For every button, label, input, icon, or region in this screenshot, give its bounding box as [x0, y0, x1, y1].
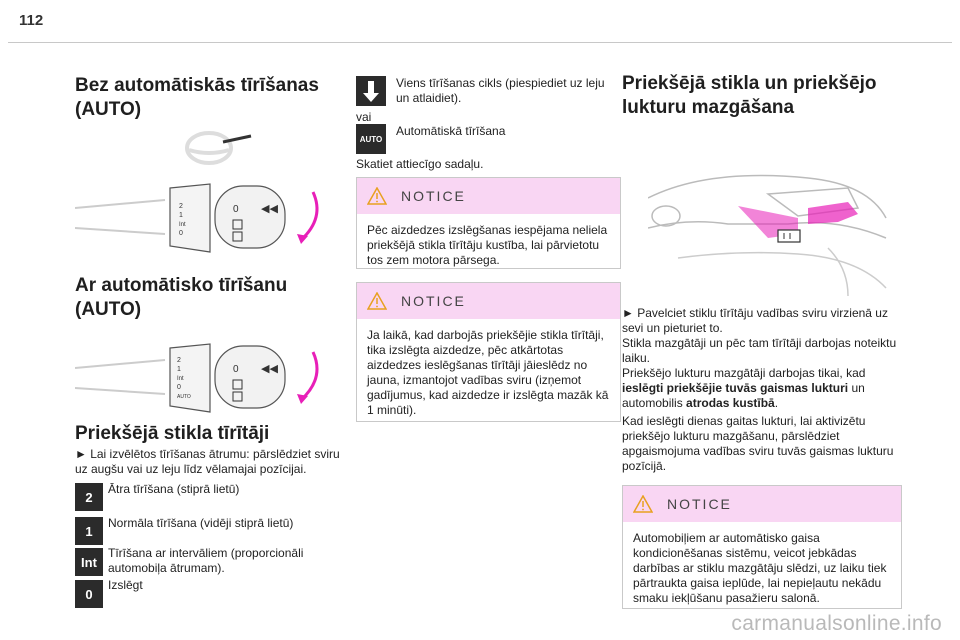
- down-arrow-icon: [356, 76, 386, 106]
- drl-info: Kad ieslēgti dienas gaitas lukturi, lai aktivizētu priekšējo lukturu mazgāšanu, pārslēdziet apgaismojuma vadības sviru tuvās gaismas lukturu pozīcijā.: [622, 414, 894, 473]
- steering-wheel-icon: [175, 130, 255, 170]
- top-rule: [8, 42, 952, 43]
- stalk-mark: 0: [177, 384, 181, 391]
- notice-title: NOTICE: [667, 496, 732, 512]
- svg-text:0: 0: [233, 204, 239, 215]
- heading-without-auto: Bez automātiskās tīrīšanas (AUTO): [75, 75, 319, 120]
- wipers-intro: ► Lai izvēlētos tīrīšanas ātrumu: pārslēdziet sviru uz augšu vai uz leju līdz vēlamajai pozīcijai.: [75, 447, 340, 476]
- stalk-mark: Int: [179, 222, 186, 228]
- or-text: vai: [356, 110, 372, 124]
- list-item: [75, 578, 345, 608]
- speed-1-text: Normāla tīrīšana (vidēji stiprā lietū): [108, 516, 294, 530]
- svg-text:◀◀: ◀◀: [261, 203, 278, 215]
- notice-header: [357, 283, 620, 319]
- stalk-mark: 1: [177, 366, 181, 373]
- heading-washers: Priekšējā stikla un priekšējo lukturu mazgāšana: [622, 73, 877, 118]
- single-cycle-text: Viens tīrīšanas cikls (piespiediet uz leju un atlaidiet).: [396, 76, 605, 105]
- watermark: carmanualsonline.info: [731, 612, 942, 635]
- stalk-mark: 2: [179, 203, 183, 210]
- washer-step: ► Pavelciet stiklu tīrītāju vadības sviru virzienā uz sevi un pieturiet to.: [622, 306, 888, 335]
- headlamp-washer-illustration: [648, 158, 888, 298]
- notice-header: [623, 486, 901, 522]
- page-number: 112: [19, 12, 44, 29]
- stalk-mark: AUTO: [177, 394, 191, 400]
- notice-box-3: [622, 485, 902, 609]
- notice-box-1: [356, 177, 621, 269]
- stalk-mark: 2: [177, 357, 181, 364]
- auto-text: Automātiskā tīrīšana: [396, 124, 506, 138]
- list-item: [75, 516, 345, 546]
- notice-header: [357, 178, 620, 214]
- heading-with-auto: Ar automātisko tīrīšanu (AUTO): [75, 275, 288, 320]
- speed-0-key: 0: [75, 580, 103, 608]
- list-item: [75, 482, 345, 512]
- speed-2-key: 2: [75, 483, 103, 511]
- wiper-stalk-illustration: [75, 178, 330, 258]
- svg-text:0: 0: [233, 364, 239, 375]
- svg-text:◀◀: ◀◀: [261, 363, 278, 375]
- speed-1-key: 1: [75, 517, 103, 545]
- warning-icon: [367, 292, 387, 310]
- warning-icon: [633, 495, 653, 513]
- speed-2-text: Ātra tīrīšana (stiprā lietū): [108, 482, 240, 496]
- speed-int-text: Tīrīšana ar intervāliem (proporcionāli automobiļa ātrumam).: [108, 546, 304, 575]
- auto-icon-label: AUTO: [359, 134, 383, 144]
- notice-text: Pēc aizdedzes izslēgšanas iespējama neliela priekšējā stikla tīrītāju kustība, lai pārvietotu tos zem motora pārsega.: [367, 223, 608, 267]
- headlamp-washer-info: Priekšējo lukturu mazgātāji darbojas tikai, kad ieslēgti priekšējie tuvās gaismas lukturi un automobilis atrodas kustībā.: [622, 366, 866, 410]
- wiper-stalk-auto-illustration: [75, 338, 330, 418]
- warning-icon: [367, 187, 387, 205]
- list-item: [75, 546, 345, 576]
- stalk-mark: Int: [177, 376, 184, 382]
- notice-title: NOTICE: [401, 188, 466, 204]
- see-section-text: Skatiet attiecīgo sadaļu.: [356, 157, 484, 171]
- speed-0-text: Izslēgt: [108, 578, 143, 592]
- notice-text: Ja laikā, kad darbojās priekšējie stikla tīrītāji, tika izslēgta aizdedze, pēc atkārtotas aizdedzes ieslēgšanas tīrītāji jāieslēdz no jauna, izmantojot vadības sviru (izņemot gadījumus, kad aizdedze ir izslēgta mazāk kā 1 minūti).: [367, 328, 609, 417]
- stalk-mark: 0: [179, 230, 183, 237]
- notice-text: Automobiļiem ar automātisko gaisa kondicionēšanas sistēmu, veicot jebkādas darbības ar stiklu mazgātāju slēdzi, uz laiku tiek pārtraukta gaisa ieplūde, lai nepieļautu nekādu smaku iekļūšanu pasažieru salonā.: [633, 531, 887, 605]
- auto-icon: [356, 124, 386, 154]
- notice-title: NOTICE: [401, 293, 466, 309]
- heading-front-wipers: Priekšējā stikla tīrītāji: [75, 423, 270, 444]
- notice-box-2: [356, 282, 621, 422]
- speed-int-key: Int: [75, 548, 103, 576]
- stalk-mark: 1: [179, 212, 183, 219]
- washer-info: Stikla mazgātāji un pēc tam tīrītāji darbojas noteiktu laiku.: [622, 336, 897, 365]
